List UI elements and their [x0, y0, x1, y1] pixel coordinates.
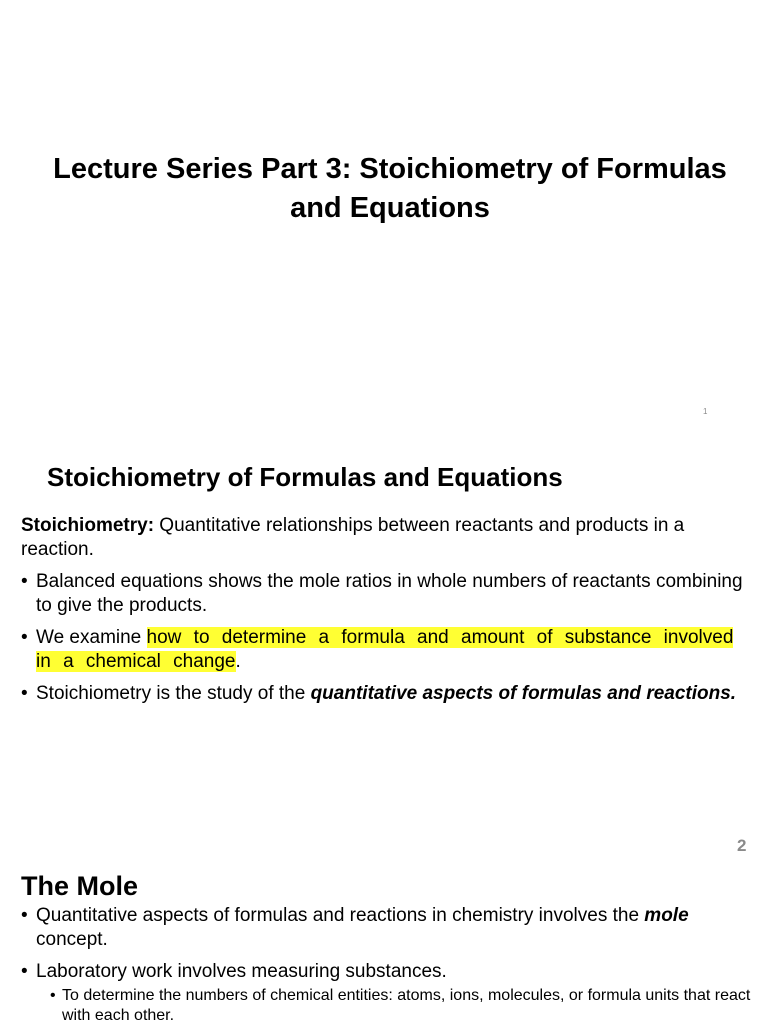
slide-3-bullet-list: [21, 904, 751, 984]
list-item: [21, 960, 751, 984]
slide-1-title-line-1: Lecture Series Part 3: Stoichiometry of Formulas: [53, 153, 727, 185]
slide-3-body: [21, 904, 751, 1024]
list-item: [21, 904, 751, 952]
definition-text: Quantitative relationships between reactants and products in a reaction.: [21, 515, 685, 560]
definition-paragraph: [21, 514, 746, 562]
highlighted-text: how to determine a formula and amount of substance involved in a chemical change: [36, 627, 734, 672]
slide-3-title: The Mole: [21, 871, 139, 901]
emphasized-text: mole: [644, 905, 689, 926]
definition-term: Stoichiometry:: [21, 515, 155, 536]
emphasized-text: quantitative aspects of formulas and reactions.: [310, 683, 737, 704]
sub-list-item: [21, 986, 751, 1024]
slide-2-bullet-list: [21, 570, 746, 706]
bullet-text: Stoichiometry is the study of the: [36, 683, 311, 704]
sub-bullet-text: To determine the numbers of chemical entities: atoms, ions, molecules, or formula units that react with each other.: [62, 987, 751, 1024]
list-item: [21, 626, 746, 674]
list-item: [21, 682, 746, 706]
slide-1-title-line-2: and Equations: [290, 192, 490, 224]
list-item: [21, 570, 746, 618]
slide-3-sub-list: [21, 986, 751, 1024]
bullet-text: Laboratory work involves measuring substances.: [36, 961, 447, 982]
bullet-text: We examine: [36, 627, 147, 648]
bullet-text-suffix: .: [235, 651, 241, 672]
bullet-text-suffix: concept.: [36, 929, 108, 950]
slide-2-number: 2: [737, 836, 747, 855]
slide-2-body: [21, 514, 746, 714]
bullet-text: Balanced equations shows the mole ratios in whole numbers of reactants combining to give the products.: [36, 571, 743, 616]
bullet-text: Quantitative aspects of formulas and reactions in chemistry involves the: [36, 905, 645, 926]
slide-1-number: 1: [703, 407, 708, 416]
slide-1-title: [20, 150, 760, 228]
slide-2-title: Stoichiometry of Formulas and Equations: [47, 462, 563, 492]
